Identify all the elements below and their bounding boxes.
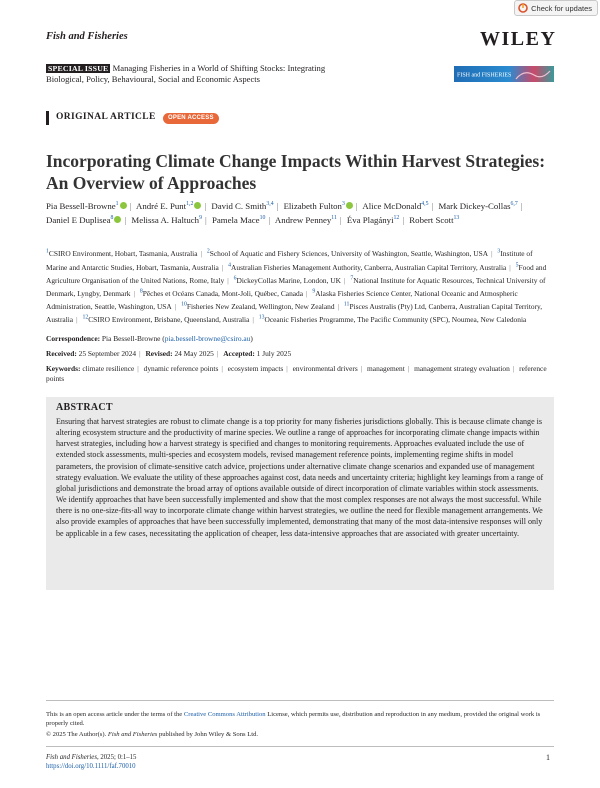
affiliations: $^1$CSIRO Environment, Hobart, Tasmania, Australia | $^2$School of Aquatic and Fishery Sciences, University of Washington, Seattle, Washington, USA | $^3$Institute of Marine and Antarctic Studies, Hobart, Tasmania, Australia | $^4$Australian Fisheries Management Authority, Canberra, Australian Capital Territory, Australia | $^5$Food and Agriculture Organisation of the United Nations, Rome, Italy | $^6$DickeyCollas Marine, London, UK | $^7$National Institute for Aquatic Resources, Technical University of Denmark, Lyngby, Denmark | $^8$Pêches et Océans Canada, Mont-Joli, Québec, Canada | $^9$Alaska Fisheries Science Center, National Oceanic and Atmospheric Administration, Seattle, Washington, USA | $^{10}$Fisheries New Zealand, Wellington, New Zealand | $^{11}$Pisces Australis (Pty) Ltd, Canberra, Australian Capital Territory, Australia | $^{12}$CSIRO Environment, Brisbane, Queensland, Australia | $^{13}$Oceanic Fisheries Programme, The Pacific Community (SPC), Noumea, New Caledonia [46, 249, 547, 324]
keyword: dynamic reference points [143, 364, 219, 373]
article-type: ORIGINAL ARTICLE [56, 112, 156, 122]
abstract-heading: ABSTRACT [56, 402, 113, 413]
keyword: management [367, 364, 405, 373]
affiliation: $^4$Australian Fisheries Management Authority, Canberra, Australian Capital Territory, Australia [228, 262, 507, 272]
author[interactable]: André E. Punt$^{1,2}$ [136, 201, 201, 211]
author[interactable]: Pamela Mace$^{10}$ [211, 215, 266, 226]
revised-date: 24 May 2025 [174, 349, 214, 358]
license-link[interactable]: Creative Commons Attribution [183, 711, 266, 718]
author[interactable]: Pia Bessell-Browne$^1$ [46, 201, 127, 211]
citation [46, 753, 136, 772]
author[interactable]: Alice McDonald$^{4,5}$ [362, 200, 429, 211]
article-title: Incorporating Climate Change Impacts Within Harvest Strategies: An Overview of Approaches [46, 151, 546, 193]
affiliation: $^5$Food and Agriculture Organisation of the United Nations, Rome, Italy [46, 262, 547, 285]
keyword: ecosystem impacts [227, 364, 284, 373]
correspondence-email-link[interactable]: pia.bessell-browne@csiro.au [164, 334, 251, 343]
affiliation: $^{10}$Fisheries New Zealand, Wellington, New Zealand [181, 301, 335, 311]
affiliation: $^6$DickeyCollas Marine, London, UK [233, 275, 341, 285]
received-label: Received: [46, 349, 77, 358]
correspondence-name: Pia Bessell-Browne [101, 334, 161, 343]
affiliation: $^7$National Institute for Aquatic Resources, Technical University of Denmark, Lyngby, Denmark [46, 275, 546, 298]
author[interactable]: Éva Plagányi$^{12}$ [346, 215, 400, 226]
affiliation: $^8$Pêches et Océans Canada, Mont-Joli, Québec, Canada [139, 288, 304, 298]
publisher-logo[interactable]: WILEY [480, 28, 557, 50]
journal-name: Fish and Fisheries [46, 31, 128, 42]
check-for-updates-label: Check for updates [531, 3, 592, 13]
orcid-icon[interactable] [120, 202, 127, 209]
author[interactable]: Robert Scott$^{13}$ [409, 215, 460, 226]
orcid-icon[interactable] [346, 202, 353, 209]
author[interactable]: Melissa A. Haltuch$^9$ [131, 215, 202, 226]
special-issue-title: Managing Fisheries in a World of Shifting Stocks: Integrating Biological, Policy, Behavioural, Social and Economic Aspects [46, 63, 326, 84]
page-number: 1 [546, 753, 550, 762]
author[interactable]: Elizabeth Fulton$^3$ [284, 201, 353, 211]
article-type-bar [46, 111, 49, 125]
keyword: environmental drivers [292, 364, 358, 373]
author-list: Pia Bessell-Browne$^1$ | André E. Punt$^{1,2}$ | David C. Smith$^{3,4}$ | Elizabeth Fulton$^3$ | Alice McDonald$^{4,5}$ | Mark Dickey-Collas$^{6,7}$ | Daniel E Duplisea$^8$ | Melissa A. Haltuch$^9$ | Pamela Mace$^{10}$ | Andrew Penney$^{11}$ | Éva Plagányi$^{12}$ | Robert Scott$^{13}$ [46, 200, 523, 226]
received-date: 25 September 2024 [78, 349, 137, 358]
affiliation: $^{11}$Pisces Australis (Pty) Ltd, Canberra, Australian Capital Territory, Australia [46, 301, 543, 324]
keywords: Keywords: climate resilience | dynamic reference points | ecosystem impacts | environmental drivers | management | management strategy evaluation | reference points [46, 364, 547, 384]
affiliation: $^{12}$CSIRO Environment, Brisbane, Queensland, Australia [82, 314, 250, 324]
author[interactable]: Daniel E Duplisea$^8$ [46, 215, 121, 225]
correspondence-label: Correspondence: [46, 334, 101, 343]
keyword: climate resilience [82, 364, 135, 373]
abstract-text: Ensuring that harvest strategies are robust to climate change is a top priority for many fisheries jurisdictions globally. This is because climate change is altering ecosystem structure and the productivity of marine species. We outline a range of approaches for incorporating climate change impacts within harvest strategies, including how a harvest strategy is specified and changes to monitoring requirements. Approaches evaluated include the use of extended stock assessments, multi-species and ecosystem models, revised management reference points, implementing regime shifts in model parameters, the provision of climate-sensitive catch advice, projections under alternative climate change scenarios and expanded use of management strategy evaluation. We evaluate the utility of these approaches against cost, data needs and uncertainty criteria; highlight key learnings from a range of global jurisdictions and demonstrate the broad array of options available outside of direct incorporation of climate variables within stock assessments. We identify approaches that have been successfully implemented and show that the most complex responses are not always the most successful. While there is no one-size-fits-all way to incorporate climate change within harvest strategies, we outline the need for flexible management arrangements. We also provide examples of approaches that have been successfully implemented, demonstrating that many of the most data-intensive responses will only be applicable in a few cases, necessitating the application of cheaper, less data-intensive approaches that are associated with greater uncertainty. [56, 417, 544, 538]
license-notice: This is an open access article under the terms of the Creative Commons Attribution License, which permits use, distribution and reproduction in any medium, provided the original work is properly cited. [46, 711, 541, 728]
keyword: reference points [46, 364, 547, 384]
affiliation: $^3$Institute of Marine and Antarctic Studies, Hobart, Tasmania, Australia [46, 249, 533, 272]
author[interactable]: Andrew Penney$^{11}$ [274, 215, 337, 226]
citation-journal: Fish and Fisheries [46, 754, 97, 761]
doi-link[interactable]: https://doi.org/10.1111/faf.70010 [46, 763, 136, 771]
journal-cover-image [454, 66, 554, 82]
article-dates: Received: 25 September 2024 | Revised: 24 May 2025 | Accepted: 1 July 2025 [46, 349, 292, 358]
accepted-label: Accepted: [223, 349, 255, 358]
accepted-date: 1 July 2025 [256, 349, 292, 358]
author[interactable]: David C. Smith$^{3,4}$ [211, 200, 274, 211]
check-for-updates-button[interactable] [514, 0, 598, 16]
author[interactable]: Mark Dickey-Collas$^{6,7}$ [438, 200, 518, 211]
special-issue [46, 63, 356, 85]
keyword: management strategy evaluation [414, 364, 510, 373]
footer-divider [46, 746, 554, 747]
special-issue-badge: SPECIAL ISSUE [48, 64, 109, 73]
copyright-notice: © 2025 The Author(s). Fish and Fisheries published by John Wiley & Sons Ltd. [46, 731, 259, 738]
citation-details: , 2025; 0:1–15 [96, 754, 137, 761]
correspondence: Correspondence: Pia Bessell-Browne (pia.bessell-browne@csiro.au) [46, 334, 253, 343]
affiliation: $^{13}$Oceanic Fisheries Programme, The Pacific Community (SPC), Noumea, New Caledonia [258, 314, 527, 324]
affiliation: $^9$Alaska Fisheries Science Center, National Oceanic and Atmospheric Administration, Seattle, Washington, USA [46, 288, 518, 311]
revised-label: Revised: [145, 349, 173, 358]
keywords-label: Keywords: [46, 364, 81, 373]
cover-label: FISH and FISHERIES [457, 72, 512, 79]
affiliation: $^2$School of Aquatic and Fishery Sciences, University of Washington, Seattle, Washington, USA [206, 249, 489, 259]
footer-divider [46, 700, 554, 701]
refresh-icon [518, 3, 528, 13]
affiliation: $^1$CSIRO Environment, Hobart, Tasmania, Australia [46, 249, 198, 259]
open-access-badge: OPEN ACCESS [163, 113, 219, 124]
